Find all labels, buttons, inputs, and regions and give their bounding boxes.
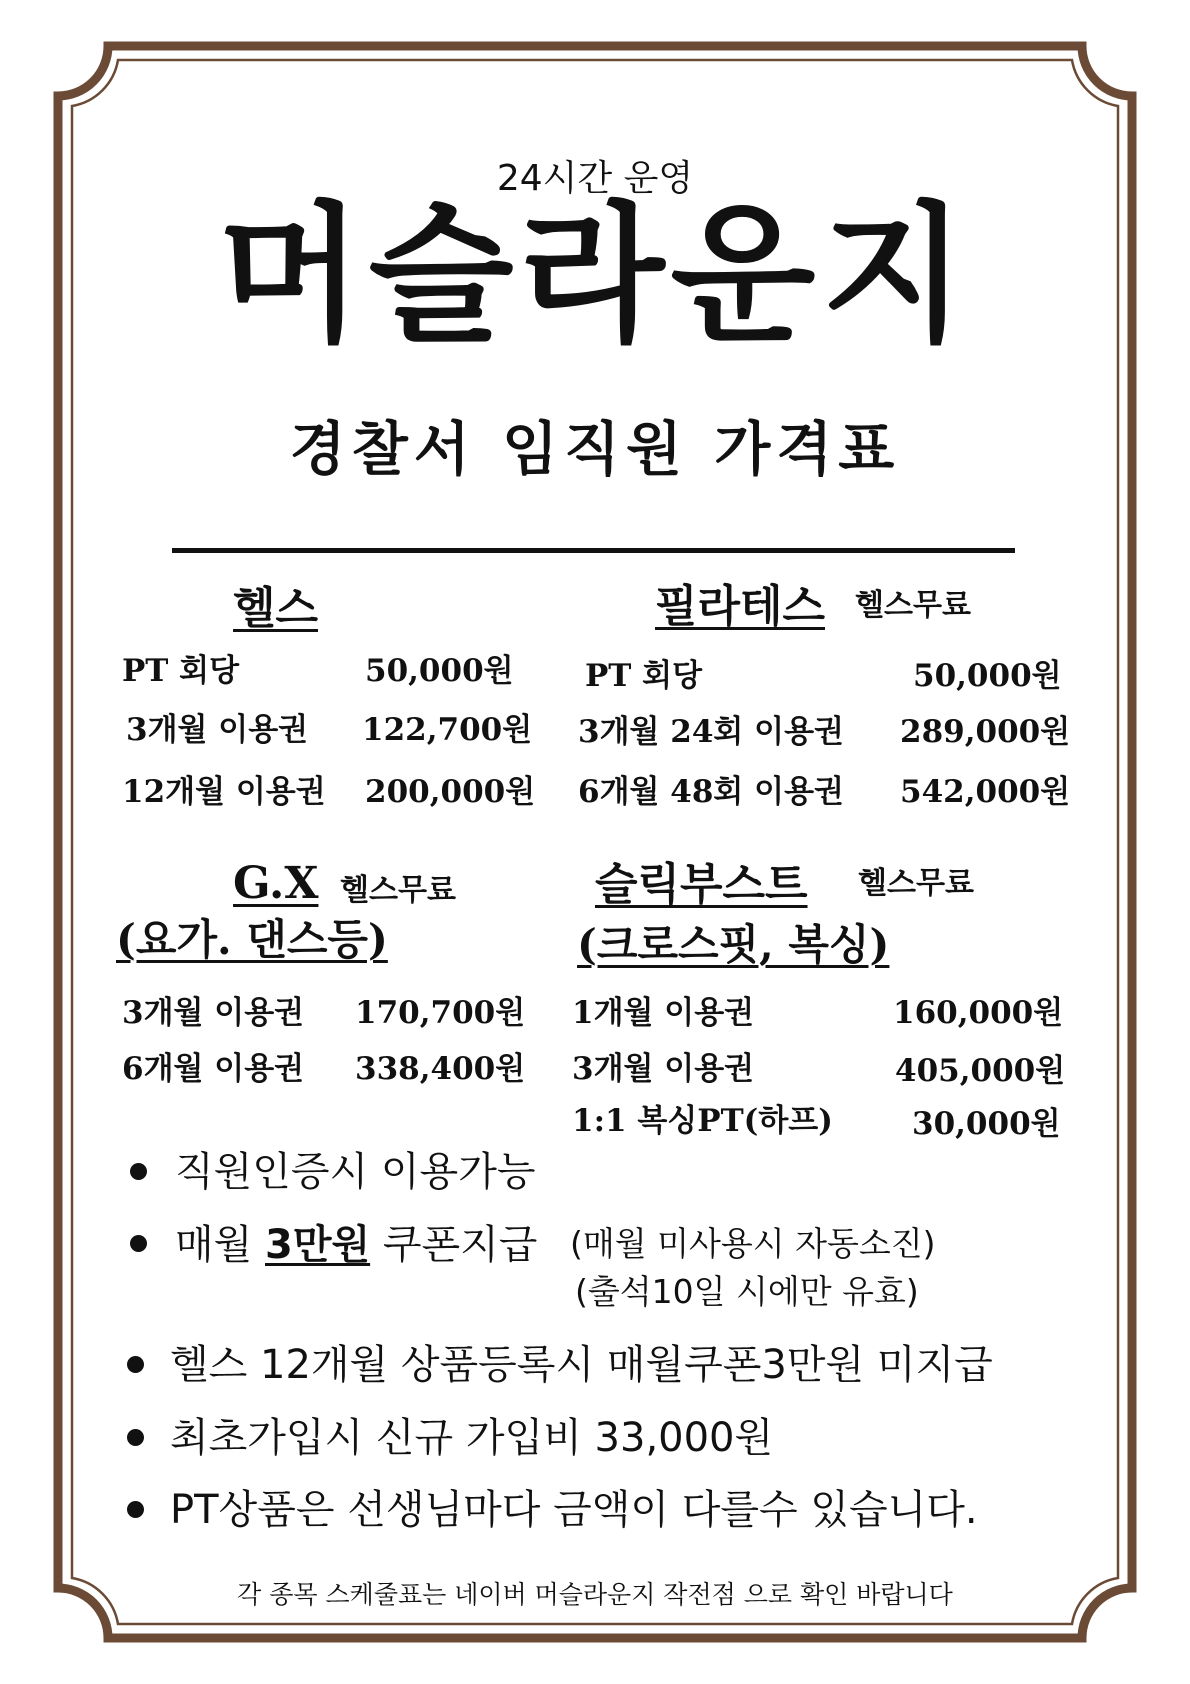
pilates-row-label: PT 회당 [585,658,703,694]
coupon-text-monthly: 매월 [175,1222,253,1268]
slickboost-row-label: 1개월 이용권 [572,995,755,1031]
section-title-gx: G.X [233,858,319,909]
health-row-label: 12개월 이용권 [122,774,326,810]
bullet-dot-icon [127,1356,144,1373]
bullet-health-12-month: 헬스 12개월 상품등록시 매월쿠폰3만원 미지급 [170,1342,993,1388]
bullet-pt-price-notice: PT상품은 선생님마다 금액이 다를수 있습니다. [170,1487,978,1533]
gx-subtitle: (요가. 댄스등) [116,915,388,964]
section-title-pilates: 필라테스 [655,581,826,632]
footer-schedule-note: 각 종목 스케줄표는 네이버 머슬라운지 작전점 으로 확인 바랍니다 [237,1580,953,1609]
pilates-row-label: 6개월 48회 이용권 [578,774,844,810]
pilates-row-label: 3개월 24회 이용권 [578,714,844,750]
pilates-note: 헬스무료 [855,588,971,623]
gym-name-title: 머슬라운지 [217,187,973,363]
coupon-text-issue: 쿠폰지급 [382,1222,538,1268]
pilates-row-price: 50,000원 [913,658,1062,694]
section-title-slickboost: 슬릭부스트 [595,859,808,910]
slickboost-row-price: 160,000원 [893,995,1064,1031]
coupon-amount: 3만원 [265,1222,371,1268]
coupon-note-attendance: (출석10일 시에만 유효) [575,1272,919,1311]
coupon-note-expire: (매월 미사용시 자동소진) [570,1224,936,1263]
gx-note: 헬스무료 [340,873,456,908]
bullet-dot-icon [127,1429,144,1446]
health-row-label: PT 회당 [122,653,240,689]
slickboost-note: 헬스무료 [858,866,974,901]
section-title-health: 헬스 [233,583,319,634]
health-row-price: 200,000원 [365,774,536,810]
health-row-label: 3개월 이용권 [126,712,309,748]
slickboost-row-label: 1:1 복싱PT(하프) [572,1103,833,1139]
bullet-signup-fee: 최초가입시 신규 가입비 33,000원 [170,1415,774,1461]
gx-row-label: 3개월 이용권 [122,995,305,1031]
health-row-price: 50,000원 [365,653,514,689]
slickboost-row-price: 405,000원 [895,1053,1066,1089]
slickboost-subtitle: (크로스핏, 복싱) [577,920,890,969]
gx-row-price: 170,700원 [355,995,526,1031]
gx-row-price: 338,400원 [355,1051,526,1087]
subtitle: 24시간 운영 [496,158,694,199]
bullet-dot-icon [130,1163,147,1180]
bullet-dot-icon [130,1235,147,1252]
gx-row-label: 6개월 이용권 [122,1051,305,1087]
pilates-row-price: 542,000원 [900,774,1071,810]
slickboost-row-label: 3개월 이용권 [572,1051,755,1087]
divider-line [172,548,1015,553]
health-row-price: 122,700원 [362,712,533,748]
pilates-row-price: 289,000원 [900,714,1071,750]
bullet-staff-verification: 직원인증시 이용가능 [175,1149,536,1195]
slickboost-row-price: 30,000원 [912,1106,1061,1142]
bullet-coupon [175,1213,537,1270]
price-list-heading: 경찰서 임직원 가격표 [289,415,901,483]
bullet-dot-icon [127,1501,144,1518]
